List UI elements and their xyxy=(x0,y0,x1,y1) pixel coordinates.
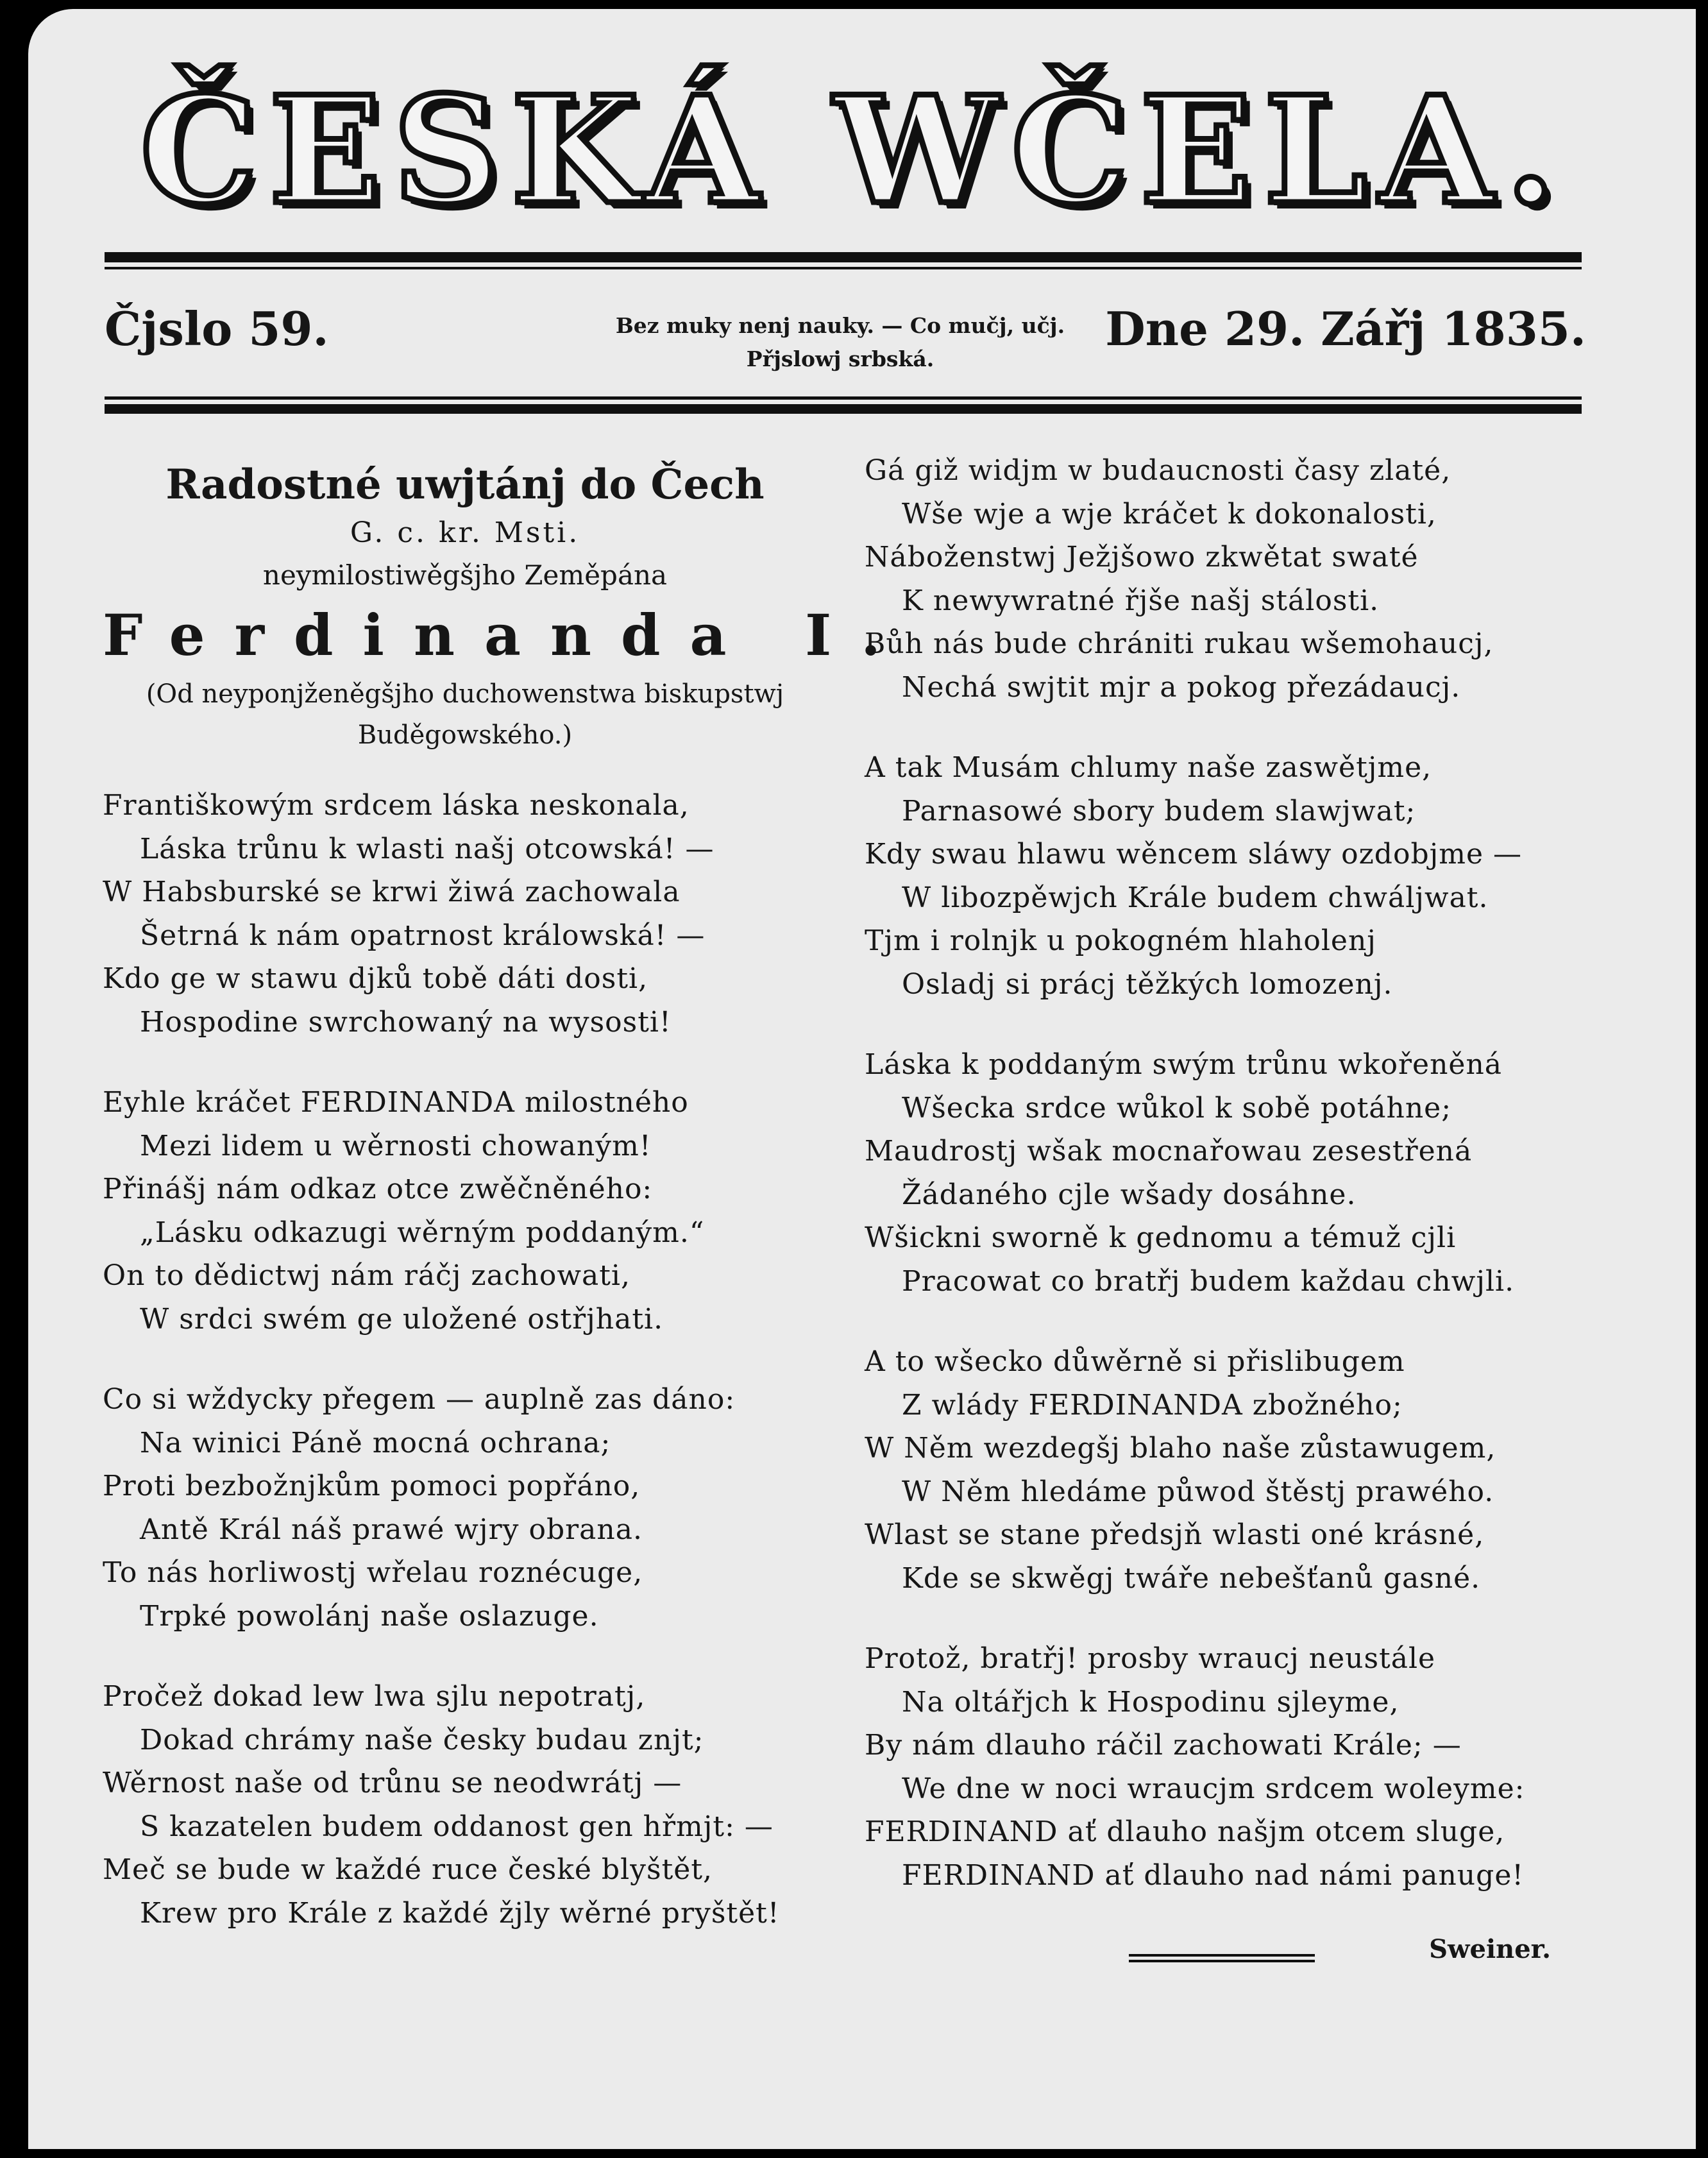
verse-line: Kdo ge w stawu djků tobě dáti dosti, xyxy=(103,962,648,995)
verse-line: „Lásku odkazugi wěrným poddaným.“ xyxy=(140,1216,705,1249)
verse-line: Maudrostj wšak mocnařowau zesestřená xyxy=(865,1135,1473,1168)
stanza xyxy=(865,449,1577,709)
verse-line: Trpké powolánj naše oslazuge. xyxy=(140,1599,599,1633)
poem-subtitle: G. c. kr. Msti. xyxy=(350,516,580,549)
stanza xyxy=(103,1081,827,1341)
verse-line: Wšickni sworně k gednomu a témuž cjli xyxy=(865,1221,1457,1254)
poem-note: (Od neyponjženěgšjho duchowenstwa biskupstwj Buděgowského.) xyxy=(146,679,784,750)
verse-line: Eyhle kráčet FERDINANDA milostného xyxy=(103,1086,689,1119)
issue-date: Dne 29. Zářj 1835. xyxy=(1105,302,1586,356)
end-rule xyxy=(1129,1954,1315,1966)
verse-line: Wše wje a wje kráčet k dokonalosti, xyxy=(902,497,1437,531)
verse-line: W Habsburské se krwi žiwá zachowala xyxy=(103,876,681,908)
verse-line: W srdci swém ge uložené ostřjhati. xyxy=(140,1302,664,1336)
verse-line: Pročež dokad lew lwa sjlu nepotratj, xyxy=(103,1680,646,1713)
verse-line: Nechá swjtit mjr a pokog přezádaucj. xyxy=(902,670,1461,704)
verse-line: Wšecka srdce wůkol k sobě potáhne; xyxy=(902,1091,1452,1125)
verse-line: Šetrná k nám opatrnost králowská! — xyxy=(140,919,706,952)
subheader-rule-thin xyxy=(105,396,1582,400)
verse-line: Antě Král náš prawé wjry obrana. xyxy=(140,1513,643,1546)
right-stanzas xyxy=(865,449,1577,1897)
verse-line: Protož, bratřj! prosby wraucj neustále xyxy=(865,1642,1436,1675)
verse-line: We dne w noci wraucjm srdcem woleyme: xyxy=(902,1772,1525,1805)
left-stanzas xyxy=(103,784,827,1935)
verse-line: Wlast se stane předsjň wlasti oné krásné, xyxy=(865,1518,1485,1551)
verse-line: Co si wždycky přegem — auplně zas dáno: xyxy=(103,1383,736,1416)
verse-line: W Něm hledáme půwod štěstj prawého. xyxy=(902,1475,1494,1508)
verse-line: Tjm i rolnjk u pokogném hlaholenj xyxy=(865,924,1376,957)
verse-line: Františkowým srdcem láska neskonala, xyxy=(103,789,689,822)
poem-dedicatee: Ferdinanda I. xyxy=(103,602,910,668)
verse-line: Žádaného cjle wšady dosáhne. xyxy=(902,1178,1357,1211)
end-rule-line xyxy=(1129,1954,1315,1957)
motto-proverb: Bez muky nenj nauky. — Co mučj, učj. xyxy=(615,313,1065,338)
verse-line: By nám dlauho ráčil zachowati Krále; — xyxy=(865,1729,1462,1762)
verse-line: FERDINAND ať dlauho nad námi panuge! xyxy=(902,1858,1525,1892)
header-rule-thick xyxy=(105,252,1582,262)
verse-line: Krew pro Krále z každé žjly wěrné pryštět! xyxy=(140,1896,780,1930)
verse-line: Pracowat co bratřj budem každau chwjli. xyxy=(902,1264,1515,1298)
verse-line: W libozpěwjch Krále budem chwáljwat. xyxy=(902,881,1489,914)
issue-number: Čjslo 59. xyxy=(105,302,329,356)
verse-line: Gá giž widjm w budaucnosti časy zlaté, xyxy=(865,454,1451,487)
verse-line: Na winici Páně mocná ochrana; xyxy=(140,1426,611,1459)
verse-line: Kde se skwěgj twáře nebešťanů gasné. xyxy=(902,1561,1481,1595)
verse-line: To nás horliwostj wřelau roznécuge, xyxy=(103,1556,643,1589)
verse-line: Osladj si prácj těžkých lomozenj. xyxy=(902,967,1393,1001)
verse-line: W Něm wezdegšj blaho naše zůstawugem, xyxy=(865,1432,1496,1465)
verse-line: Proti bezbožnjkům pomoci popřáno, xyxy=(103,1470,641,1502)
subheader-rule-thick xyxy=(105,404,1582,414)
poem-subtitle-2: neymilostiwěgšjho Zeměpána xyxy=(262,559,668,591)
verse-line: Mezi lidem u wěrnosti chowaným! xyxy=(140,1129,652,1162)
verse-line: Hospodine swrchowaný na wysosti! xyxy=(140,1005,672,1039)
verse-line: Dokad chrámy naše česky budau znjt; xyxy=(140,1723,704,1756)
verse-line: Wěrnost naše od trůnu se neodwrátj — xyxy=(103,1767,682,1799)
verse-line: A tak Musám chlumy naše zaswětjme, xyxy=(865,751,1432,784)
verse-line: Láska trůnu k wlasti našj otcowská! — xyxy=(140,832,714,865)
verse-line: Parnasowé sbory budem slawjwat; xyxy=(902,794,1416,828)
verse-line: Náboženstwj Ježjšowo zkwětat swaté xyxy=(865,541,1419,573)
stanza xyxy=(103,784,827,1044)
masthead-title: ČESKÁ WČELA. xyxy=(140,64,1568,237)
verse-line: K newywratné řjše našj stálosti. xyxy=(902,584,1380,617)
verse-line: Přinášj nám odkaz otce zwěčněného: xyxy=(103,1173,653,1205)
verse-line: Kdy swau hlawu wěncem sláwy ozdobjme — xyxy=(865,838,1523,871)
stanza xyxy=(865,746,1577,1006)
verse-line: Láska k poddaným swým trůnu wkořeněná xyxy=(865,1048,1503,1081)
verse-line: FERDINAND ať dlauho našjm otcem sluge, xyxy=(865,1815,1505,1848)
verse-line: Na oltářjch k Hospodinu sjleyme, xyxy=(902,1685,1399,1719)
stanza xyxy=(865,1043,1577,1303)
verse-line: S kazatelen budem oddanost gen hřmjt: — xyxy=(140,1810,774,1843)
stanza xyxy=(103,1378,827,1638)
verse-line: Meč se bude w každé ruce české blyštět, xyxy=(103,1853,713,1886)
stanza xyxy=(865,1637,1577,1897)
verse-line: A to wšecko důwěrně si přislibugem xyxy=(865,1345,1405,1378)
right-column xyxy=(865,449,1577,1969)
author-signature: Sweiner. xyxy=(1429,1934,1551,1964)
poem-title: Radostné uwjtánj do Čech xyxy=(165,461,765,509)
verse-line: Bůh nás bude chrániti rukau wšemohaucj, xyxy=(865,627,1494,660)
header-rule-thin xyxy=(105,267,1582,269)
left-column xyxy=(103,449,910,1972)
stanza xyxy=(865,1340,1577,1600)
end-rule-line xyxy=(1129,1960,1315,1962)
motto-source: Přjslowj srbská. xyxy=(746,346,934,371)
verse-line: On to dědictwj nám ráčj zachowati, xyxy=(103,1259,630,1292)
verse-line: Z wlády FERDINANDA zbožného; xyxy=(902,1388,1403,1422)
motto xyxy=(564,309,1116,376)
stanza xyxy=(103,1675,827,1935)
